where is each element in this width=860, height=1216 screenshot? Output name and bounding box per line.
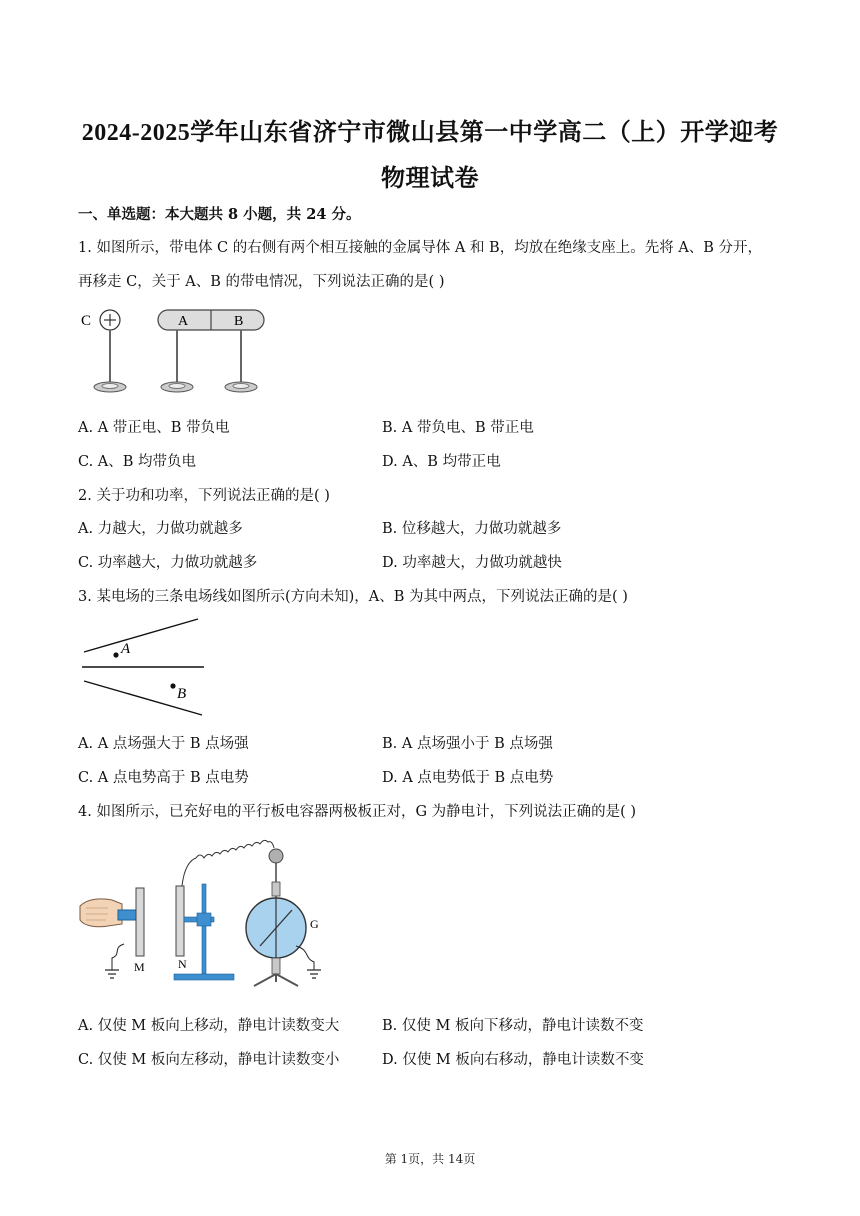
q3-option-a: A. A 点场强大于 B 点场强 xyxy=(78,736,249,752)
q4-option-c: C. 仅使 M 板向左移动，静电计读数变小 xyxy=(78,1052,340,1068)
q1-option-a: A. A 带正电、B 带负电 xyxy=(78,420,230,436)
section-heading: 一、单选题：本大题共 8 小题，共 24 分。 xyxy=(78,206,361,223)
q3-option-d: D. A 点电势低于 B 点电势 xyxy=(382,770,554,786)
q1-stem-line1: 1. 如图所示，带电体 C 的右侧有两个相互接触的金属导体 A 和 B，均放在绝缘支座上。先将 A、B 分开， xyxy=(78,240,763,256)
q3-figure-field-lines xyxy=(78,612,210,722)
q4-option-b: B. 仅使 M 板向下移动，静电计读数不变 xyxy=(382,1018,644,1034)
q1-label-c: C xyxy=(81,313,92,329)
q2-option-d: D. 功率越大，力做功就越快 xyxy=(382,555,562,571)
q1-label-b: B xyxy=(234,314,244,329)
q4-label-n: N xyxy=(178,957,187,971)
q1-option-d: D. A、B 均带正电 xyxy=(382,454,501,470)
q4-label-g: G xyxy=(310,917,319,931)
q1-figure-conductors xyxy=(78,300,278,400)
q3-label-a: A xyxy=(121,641,131,657)
q4-option-a: A. 仅使 M 板向上移动，静电计读数变大 xyxy=(78,1018,340,1034)
q2-option-c: C. 功率越大，力做功就越多 xyxy=(78,555,258,571)
q4-figure-capacitor xyxy=(78,828,338,996)
page-title: 2024-2025学年山东省济宁市微山县第一中学高二（上）开学迎考 xyxy=(81,120,779,146)
page-footer: 第 1页，共 14页 xyxy=(384,1152,476,1166)
q1-stem-line2: 再移走 C，关于 A、B 的带电情况，下列说法正确的是( ) xyxy=(78,274,445,290)
q4-label-m: M xyxy=(134,960,145,974)
q3-option-c: C. A 点电势高于 B 点电势 xyxy=(78,770,249,786)
q1-option-b: B. A 带负电、B 带正电 xyxy=(382,420,534,436)
q4-stem: 4. 如图所示，已充好电的平行板电容器两极板正对，G 为静电计，下列说法正确的是( ) xyxy=(78,804,637,820)
q3-stem: 3. 某电场的三条电场线如图所示(方向未知)，A、B 为其中两点，下列说法正确的是( ) xyxy=(78,589,628,605)
page-subtitle: 物理试卷 xyxy=(381,166,479,192)
q2-option-b: B. 位移越大，力做功就越多 xyxy=(382,521,562,537)
q3-label-b: B xyxy=(177,686,187,702)
q2-stem: 2. 关于功和功率，下列说法正确的是( ) xyxy=(78,488,330,504)
q2-option-a: A. 力越大，力做功就越多 xyxy=(78,521,243,537)
q3-option-b: B. A 点场强小于 B 点场强 xyxy=(382,736,553,752)
q1-option-c: C. A、B 均带负电 xyxy=(78,454,197,470)
q1-label-a: A xyxy=(178,314,189,329)
q4-option-d: D. 仅使 M 板向右移动，静电计读数不变 xyxy=(382,1052,644,1068)
